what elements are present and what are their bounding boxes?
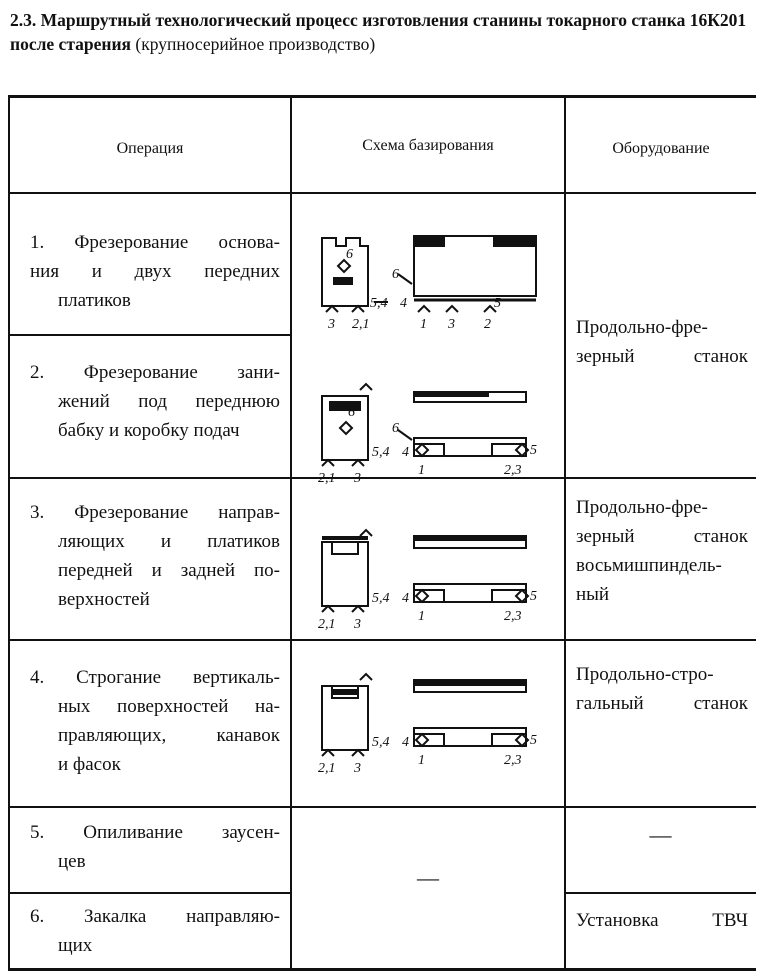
operation-3 — [30, 498, 280, 614]
equipment-line: восьмишпиндель- — [576, 555, 722, 576]
row-rule-5-6-right — [565, 892, 756, 894]
table-left-border — [8, 95, 10, 971]
label: 4 — [400, 296, 407, 311]
label: 2,1 — [318, 617, 336, 632]
equipment-row-4 — [576, 660, 748, 718]
row-rule-4-5 — [8, 806, 756, 808]
operation-1-line: платиков — [58, 290, 131, 311]
label: 5 — [494, 296, 501, 311]
label: 2,3 — [504, 609, 522, 624]
operation-6-line: 6. Закалка направляю- — [30, 906, 280, 927]
label: 5 — [530, 443, 537, 458]
label: 2,3 — [504, 753, 522, 768]
header-operation: Операция — [116, 140, 184, 157]
row-rule-1-2 — [8, 334, 291, 336]
label: 2,3 — [504, 463, 522, 478]
title-main: Маршрутный технологический процесс изготовления станины токарного станка 16К201 после старения — [10, 10, 747, 54]
operation-1-line: ния и двух передних — [30, 261, 280, 282]
label: 1 — [418, 753, 425, 768]
equipment-line: зерный станок — [576, 526, 748, 547]
label: 1 — [418, 609, 425, 624]
header-scheme: Схема базирования — [362, 137, 494, 154]
label: 5,4 — [372, 445, 390, 460]
operation-4-line: правляющих, канавок — [58, 725, 280, 746]
label: 3 — [328, 317, 335, 332]
equipment-line: Продольно-фре- — [576, 497, 708, 518]
basing-scheme-4 — [308, 672, 548, 782]
operation-3-line: верхностей — [58, 589, 150, 610]
operation-2-line: жений под переднюю — [58, 391, 280, 412]
equipment-row-3 — [576, 493, 748, 609]
equipment-line: гальный станок — [576, 693, 748, 714]
operation-6-line: щих — [58, 935, 93, 956]
equipment-line: Продольно-фре- — [576, 317, 708, 338]
scheme-dash: — — [417, 865, 439, 890]
operation-5 — [30, 818, 280, 876]
label: 2,1 — [318, 471, 336, 486]
title-number: 2.3. — [10, 10, 37, 30]
equipment-rows-1-2 — [576, 313, 748, 371]
equipment-line: зерный станок — [576, 346, 748, 367]
label: 3 — [448, 317, 455, 332]
operation-5-line: цев — [58, 851, 86, 872]
operation-4-line: 4. Строгание вертикаль- — [30, 667, 280, 688]
operation-4 — [30, 663, 280, 779]
label: 5 — [530, 589, 537, 604]
table-top-rule — [8, 95, 756, 98]
label: 3 — [354, 761, 361, 776]
label: 6 — [346, 247, 353, 262]
label: 4 — [402, 445, 409, 460]
row-rule-5-6-left — [8, 892, 291, 894]
label: 1 — [420, 317, 427, 332]
operation-2-line: бабку и коробку подач — [58, 420, 240, 441]
operation-3-line: 3. Фрезерование направ- — [30, 502, 280, 523]
operation-4-line: ных поверхностей на- — [58, 696, 280, 717]
basing-scheme-1 — [308, 228, 548, 338]
label: 6 — [392, 267, 399, 282]
label: 2 — [484, 317, 491, 332]
page-title — [10, 8, 750, 56]
header-equipment: Оборудование — [612, 140, 710, 157]
label: 3 — [354, 471, 361, 486]
operation-1 — [30, 228, 280, 315]
equipment-row-6 — [576, 906, 748, 935]
operation-4-line: и фасок — [58, 754, 121, 775]
equipment-row-5-dash: — — [649, 822, 672, 847]
label: 5 — [530, 733, 537, 748]
title-note: (крупносерийное производство) — [135, 34, 376, 54]
process-table — [8, 95, 756, 973]
equipment-line: Продольно-стро- — [576, 664, 714, 685]
basing-scheme-3 — [308, 528, 548, 638]
equipment-line: ный — [576, 584, 610, 605]
operation-2-line: 2. Фрезерование зани- — [30, 362, 280, 383]
operation-5-line: 5. Опиливание заусен- — [30, 822, 280, 843]
table-bottom-rule — [8, 968, 756, 971]
row-rule-3-4 — [8, 639, 756, 641]
label: 4 — [402, 735, 409, 750]
label: 6 — [392, 421, 399, 436]
label: 5,4 — [372, 591, 390, 606]
label: 5,4 — [372, 735, 390, 750]
operation-6 — [30, 902, 280, 960]
equipment-line: Установка ТВЧ — [576, 910, 748, 931]
label: 6 — [348, 405, 355, 420]
operation-3-line: передней и задней по- — [58, 560, 280, 581]
header-bottom-rule — [8, 192, 756, 194]
label: 1 — [418, 463, 425, 478]
operation-2 — [30, 358, 280, 445]
basing-scheme-2 — [308, 382, 548, 492]
label: 2,1 — [318, 761, 336, 776]
column-divider-1 — [290, 95, 292, 971]
label: 3 — [354, 617, 361, 632]
label: 4 — [402, 591, 409, 606]
label: 2,1 — [352, 317, 370, 332]
operation-1-line: 1. Фрезерование основа- — [30, 232, 280, 253]
label: 5,4 — [370, 296, 388, 311]
operation-3-line: ляющих и платиков — [58, 531, 280, 552]
